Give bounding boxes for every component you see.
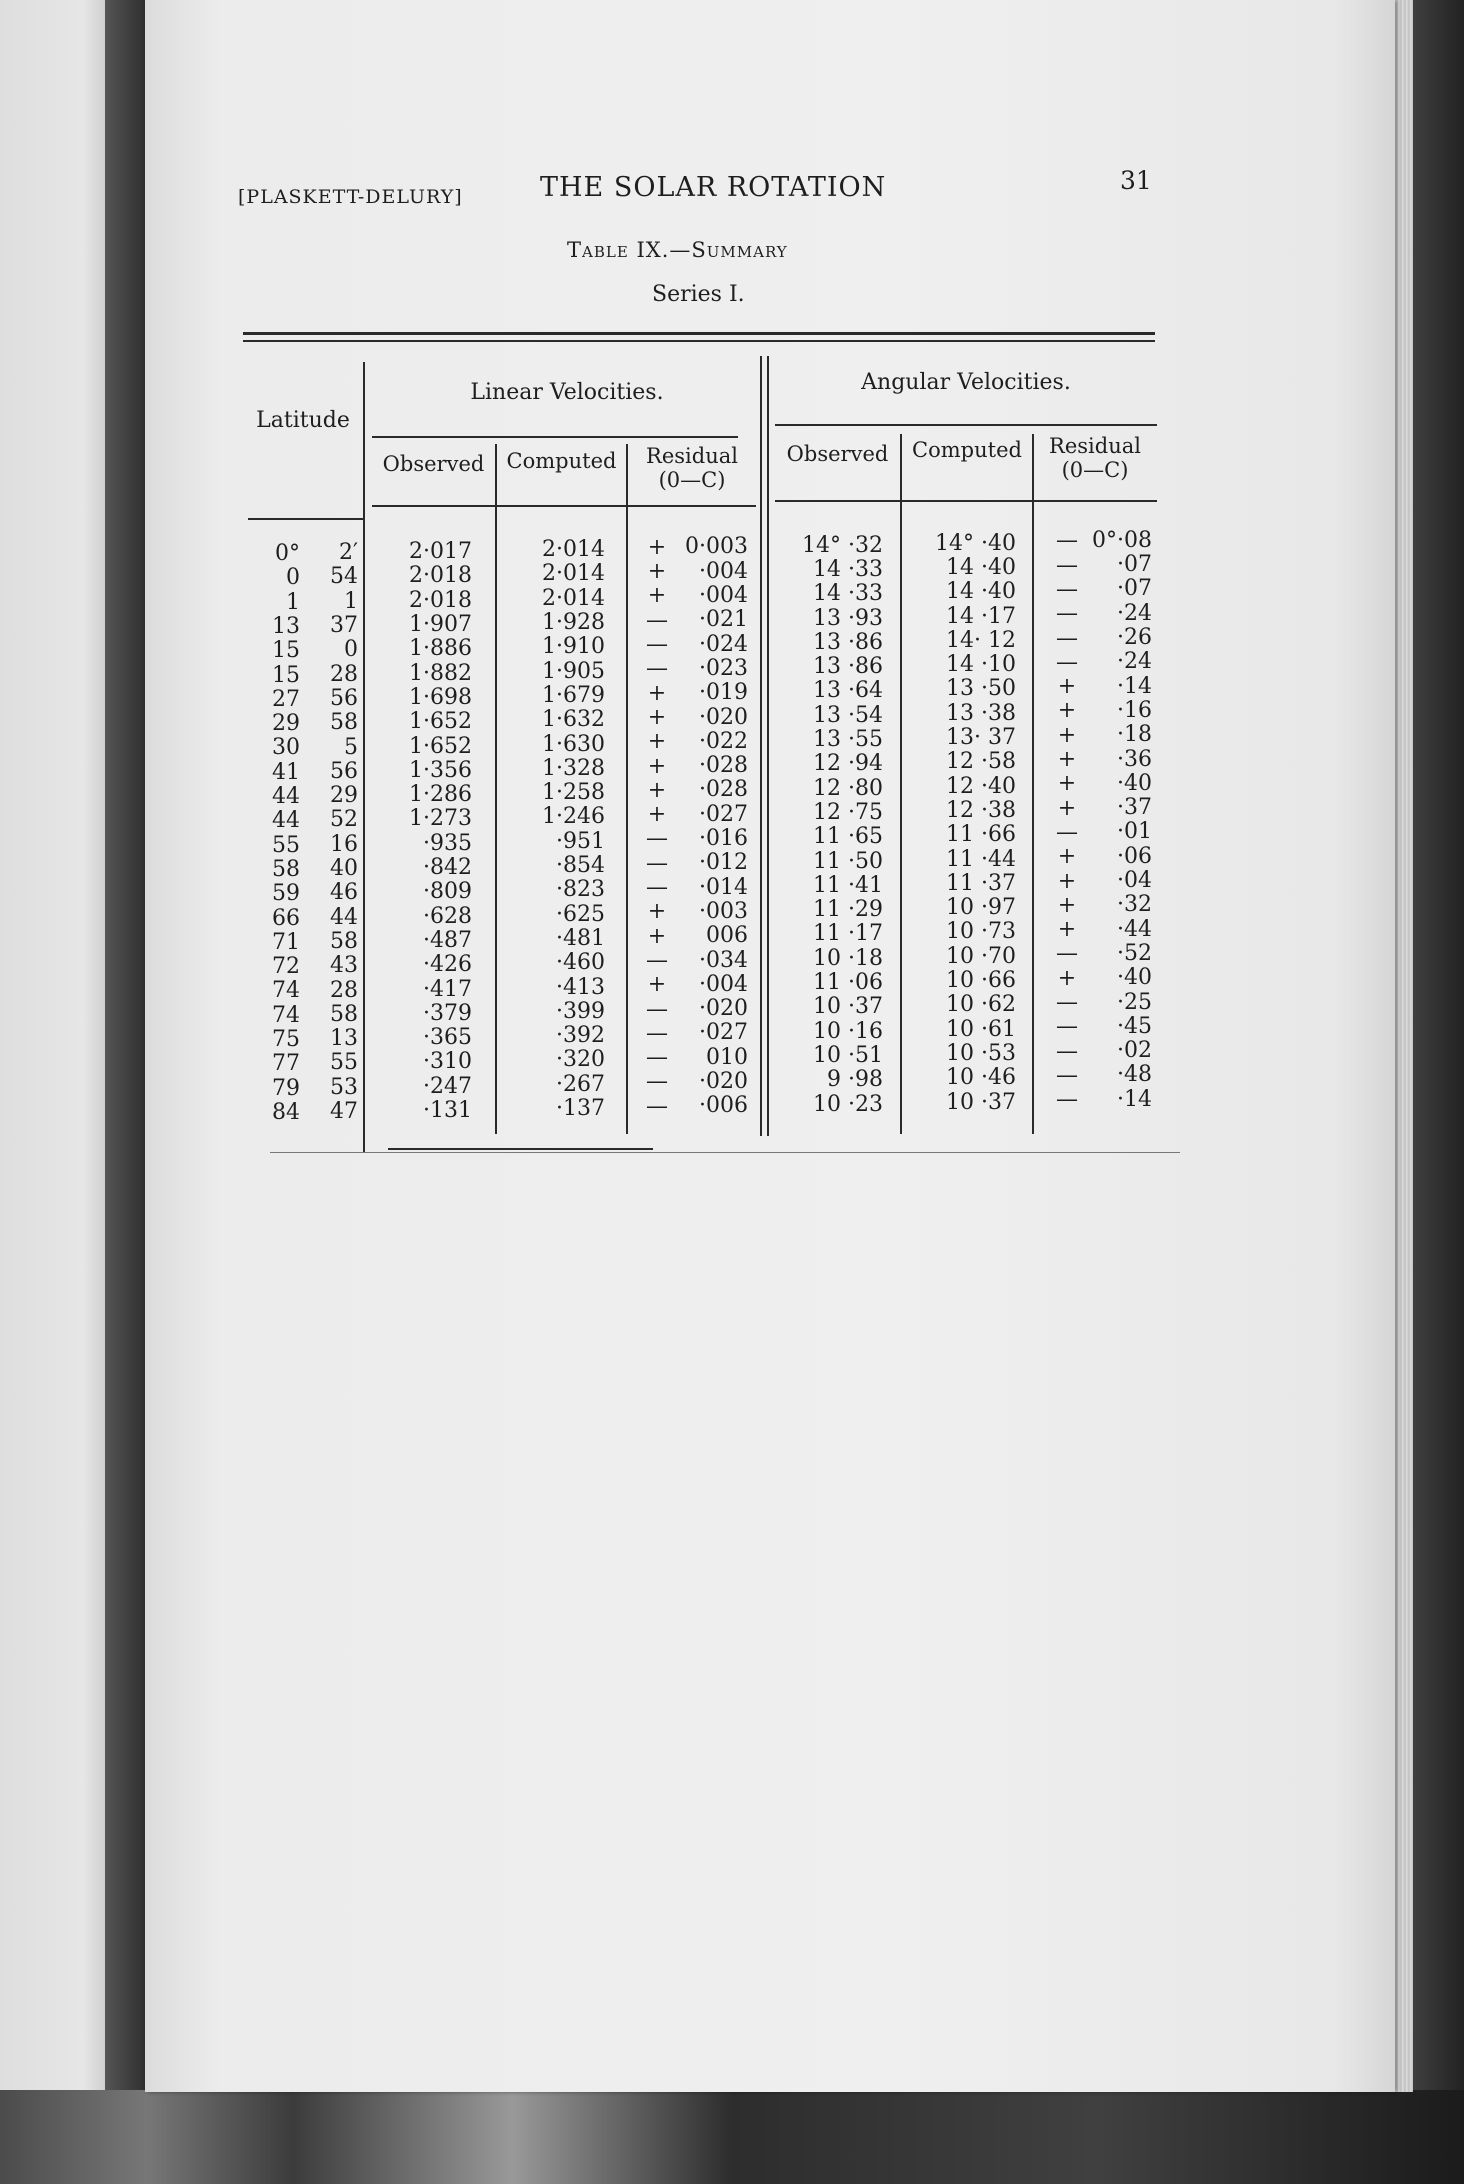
cell-linear-computed: 1·679 xyxy=(542,682,605,708)
cell-latitude-degrees: 79 xyxy=(272,1075,300,1101)
cell-angular-sign: + xyxy=(1057,965,1077,991)
cell-latitude-minutes: 0 xyxy=(344,637,358,663)
angular-header-underline xyxy=(775,500,1157,502)
cell-linear-residual: ·019 xyxy=(699,680,748,706)
bottom-rule-full xyxy=(270,1152,1180,1153)
running-head-title: THE SOLAR ROTATION xyxy=(540,172,887,203)
top-double-rule-inner xyxy=(243,340,1155,342)
cell-linear-residual: ·023 xyxy=(699,655,748,681)
cell-angular-sign: + xyxy=(1057,892,1077,918)
cell-latitude-degrees: 30 xyxy=(272,735,300,761)
cell-latitude-degrees: 0 xyxy=(286,565,300,591)
cell-angular-computed: 12 ·38 xyxy=(946,797,1016,823)
cell-linear-residual: ·020 xyxy=(699,704,748,730)
cell-latitude-minutes: 28 xyxy=(330,661,358,687)
cell-angular-residual: ·44 xyxy=(1117,916,1152,942)
cell-angular-residual: ·37 xyxy=(1117,795,1152,821)
cell-linear-computed: 1·905 xyxy=(542,658,605,684)
cell-angular-computed: 10 ·66 xyxy=(946,968,1016,993)
cell-linear-computed: ·481 xyxy=(556,925,605,951)
cell-angular-residual: ·26 xyxy=(1117,625,1152,651)
cell-latitude-minutes: 2′ xyxy=(339,540,358,566)
cell-angular-observed: 13 ·54 xyxy=(813,702,883,728)
cell-linear-sign: — xyxy=(646,1069,668,1095)
cell-angular-sign: — xyxy=(1056,1087,1078,1113)
cell-angular-computed: 10 ·53 xyxy=(946,1040,1016,1066)
cell-linear-computed: ·137 xyxy=(556,1096,605,1122)
cell-angular-sign: — xyxy=(1056,576,1078,602)
cell-linear-computed: ·392 xyxy=(556,1023,605,1049)
cell-angular-sign: + xyxy=(1057,795,1077,821)
cell-linear-observed: ·628 xyxy=(423,903,472,929)
cell-linear-sign: + xyxy=(647,923,667,949)
cell-linear-sign: + xyxy=(647,583,667,609)
cell-angular-residual: ·40 xyxy=(1117,965,1152,991)
cell-linear-observed: 1·907 xyxy=(409,612,472,638)
header-latitude: Latitude xyxy=(256,408,350,433)
cell-linear-residual: ·014 xyxy=(699,874,748,900)
cell-angular-computed: 10 ·70 xyxy=(946,943,1016,969)
cell-linear-computed: ·399 xyxy=(556,998,605,1024)
cell-linear-observed: 2·017 xyxy=(409,539,472,565)
cell-linear-sign: + xyxy=(647,680,667,706)
cell-angular-observed: 9 ·98 xyxy=(827,1067,883,1093)
cell-angular-computed: 11 ·66 xyxy=(946,822,1016,848)
cell-angular-residual: ·07 xyxy=(1117,552,1152,578)
cell-linear-sign: + xyxy=(647,534,667,560)
header-linear-residual: Residual xyxy=(646,444,738,468)
cell-angular-computed: 14 ·10 xyxy=(946,652,1016,678)
cell-linear-residual: ·028 xyxy=(699,777,748,803)
cell-angular-residual: ·36 xyxy=(1117,746,1152,772)
cell-latitude-minutes: 1 xyxy=(344,588,358,614)
cell-latitude-degrees: 0° xyxy=(275,541,300,566)
cell-linear-computed: ·413 xyxy=(556,974,605,1000)
cell-linear-computed: ·267 xyxy=(556,1071,605,1097)
cell-latitude-degrees: 55 xyxy=(272,832,300,858)
cell-angular-observed: 11 ·41 xyxy=(813,872,883,898)
cell-linear-residual: ·003 xyxy=(699,898,748,924)
cell-angular-residual: ·04 xyxy=(1117,868,1152,894)
cell-linear-observed: 2·018 xyxy=(409,563,472,589)
cell-linear-observed: 1·273 xyxy=(409,806,472,832)
cell-latitude-minutes: 13 xyxy=(330,1026,358,1052)
cell-latitude-minutes: 47 xyxy=(330,1099,358,1124)
cell-latitude-degrees: 13 xyxy=(272,613,300,639)
page-stack-edges xyxy=(1395,0,1413,2092)
cell-linear-sign: + xyxy=(647,802,667,828)
cell-latitude-degrees: 58 xyxy=(272,856,300,882)
header-angular-computed: Computed xyxy=(912,438,1022,462)
cell-angular-sign: + xyxy=(1057,917,1077,943)
cell-angular-sign: — xyxy=(1056,819,1078,845)
cell-angular-computed: 10 ·61 xyxy=(946,1016,1016,1042)
latitude-header-underline xyxy=(248,518,364,520)
cell-linear-sign: — xyxy=(646,1093,668,1119)
header-linear-observed: Observed xyxy=(382,452,485,476)
header-linear-velocities: Linear Velocities. xyxy=(470,380,664,405)
scanner-background-bottom xyxy=(0,2090,1464,2184)
cell-angular-computed: 11 ·37 xyxy=(946,870,1016,896)
linear-sub-divider-2 xyxy=(626,444,628,1134)
cell-latitude-degrees: 66 xyxy=(272,905,300,931)
header-angular-observed: Observed xyxy=(786,442,889,466)
cell-linear-observed: ·379 xyxy=(423,1000,472,1026)
cell-angular-residual: ·02 xyxy=(1117,1038,1152,1064)
cell-linear-sign: + xyxy=(647,777,667,803)
cell-linear-computed: 1·246 xyxy=(542,804,605,830)
cell-angular-computed: 10 ·62 xyxy=(946,992,1016,1018)
cell-linear-sign: — xyxy=(646,850,668,876)
cell-linear-sign: + xyxy=(647,729,667,755)
cell-latitude-degrees: 72 xyxy=(272,954,300,980)
cell-linear-observed: 1·286 xyxy=(409,782,472,808)
cell-linear-residual: ·004 xyxy=(699,971,748,997)
cell-angular-computed: 14· 12 xyxy=(946,627,1016,653)
page-number: 31 xyxy=(1120,166,1152,195)
cell-angular-observed: 13 ·93 xyxy=(813,605,883,631)
cell-angular-computed: 13· 37 xyxy=(946,725,1016,750)
cell-linear-computed: ·320 xyxy=(556,1047,605,1073)
cell-angular-residual: 0°·08 xyxy=(1092,527,1152,553)
cell-latitude-degrees: 1 xyxy=(286,589,300,615)
cell-linear-observed: 1·882 xyxy=(409,660,472,686)
cell-angular-residual: ·32 xyxy=(1117,892,1152,918)
cell-angular-computed: 14 ·40 xyxy=(946,579,1016,605)
cell-angular-sign: + xyxy=(1057,747,1077,773)
cell-linear-computed: ·823 xyxy=(556,877,605,903)
cell-latitude-minutes: 29 xyxy=(330,783,358,809)
cell-linear-observed: 1·698 xyxy=(409,684,472,710)
cell-angular-residual: ·07 xyxy=(1117,576,1152,602)
cell-angular-observed: 12 ·94 xyxy=(813,751,883,777)
cell-latitude-minutes: 44 xyxy=(330,904,358,930)
cell-angular-observed: 10 ·18 xyxy=(813,945,883,971)
cell-linear-sign: — xyxy=(646,826,668,852)
cell-latitude-minutes: 52 xyxy=(330,807,358,833)
cell-latitude-degrees: 71 xyxy=(272,929,300,955)
cell-angular-residual: ·01 xyxy=(1117,819,1152,845)
header-angular-residual: Residual xyxy=(1049,434,1141,458)
cell-linear-computed: 2·014 xyxy=(542,585,605,611)
cell-angular-observed: 14° ·32 xyxy=(802,532,883,558)
cell-linear-observed: ·487 xyxy=(423,927,472,953)
table-subtitle: Series I. xyxy=(652,282,745,307)
cell-latitude-degrees: 44 xyxy=(272,784,300,809)
cell-linear-observed: ·842 xyxy=(423,855,472,881)
cell-linear-observed: ·310 xyxy=(423,1049,472,1075)
cell-angular-observed: 13 ·64 xyxy=(813,678,883,704)
cell-linear-observed: 1·652 xyxy=(409,709,472,735)
cell-linear-computed: 1·928 xyxy=(542,610,605,636)
cell-angular-observed: 11 ·17 xyxy=(813,921,883,947)
cell-linear-observed: ·131 xyxy=(423,1098,472,1124)
cell-linear-sign: + xyxy=(647,559,667,585)
cell-angular-sign: + xyxy=(1057,722,1077,748)
angular-group-underline xyxy=(775,424,1157,426)
cell-linear-residual: ·020 xyxy=(699,1069,748,1095)
cell-linear-sign: — xyxy=(646,632,668,658)
cell-latitude-minutes: 46 xyxy=(330,880,358,906)
cell-angular-sign: — xyxy=(1056,552,1078,578)
cell-linear-computed: 2·014 xyxy=(542,537,605,563)
cell-angular-observed: 10 ·16 xyxy=(813,1018,883,1044)
cell-angular-computed: 14 ·17 xyxy=(946,603,1016,629)
cell-linear-computed: 1·630 xyxy=(542,731,605,757)
cell-linear-computed: ·854 xyxy=(556,853,605,879)
cell-linear-residual: ·021 xyxy=(699,607,748,633)
cell-latitude-minutes: 53 xyxy=(330,1074,358,1100)
latitude-divider xyxy=(363,362,365,1152)
cell-angular-computed: 10 ·97 xyxy=(946,895,1016,921)
cell-linear-residual: ·012 xyxy=(699,850,748,876)
linear-angular-divider-a xyxy=(760,356,762,1136)
cell-angular-sign: — xyxy=(1056,528,1078,554)
cell-angular-sign: — xyxy=(1056,649,1078,675)
cell-latitude-minutes: 56 xyxy=(330,758,358,784)
cell-linear-residual: ·016 xyxy=(699,826,748,852)
cell-linear-computed: 1·328 xyxy=(542,755,605,781)
cell-linear-observed: ·247 xyxy=(423,1073,472,1099)
cell-linear-residual: ·022 xyxy=(699,728,748,754)
cell-linear-residual: ·034 xyxy=(699,947,748,973)
cell-linear-computed: 1·258 xyxy=(542,780,605,806)
linear-angular-divider-b xyxy=(767,356,769,1136)
cell-latitude-minutes: 16 xyxy=(330,831,358,857)
cell-latitude-minutes: 28 xyxy=(330,977,358,1003)
cell-angular-observed: 14 ·33 xyxy=(813,556,883,582)
cell-linear-computed: 2·014 xyxy=(542,561,605,587)
cell-angular-residual: ·24 xyxy=(1117,649,1152,675)
cell-latitude-degrees: 15 xyxy=(272,638,300,664)
cell-angular-sign: — xyxy=(1056,941,1078,967)
cell-linear-observed: 2·018 xyxy=(409,587,472,613)
cell-angular-residual: ·14 xyxy=(1117,673,1152,699)
cell-angular-sign: — xyxy=(1056,625,1078,651)
cell-angular-observed: 12 ·75 xyxy=(813,799,883,825)
cell-angular-observed: 10 ·51 xyxy=(813,1042,883,1068)
cell-angular-computed: 10 ·46 xyxy=(946,1065,1016,1091)
cell-latitude-degrees: 41 xyxy=(272,759,300,785)
cell-angular-computed: 12 ·58 xyxy=(946,749,1016,775)
cell-angular-observed: 10 ·23 xyxy=(813,1091,883,1117)
cell-linear-computed: ·625 xyxy=(556,901,605,927)
cell-linear-observed: ·809 xyxy=(423,879,472,905)
cell-linear-sign: + xyxy=(647,899,667,925)
cell-angular-computed: 12 ·40 xyxy=(946,773,1016,799)
cell-angular-sign: — xyxy=(1056,990,1078,1016)
cell-latitude-minutes: 58 xyxy=(330,710,358,736)
cell-latitude-minutes: 5 xyxy=(344,734,358,760)
cell-angular-observed: 13 ·55 xyxy=(813,727,883,753)
cell-angular-residual: ·40 xyxy=(1117,770,1152,796)
cell-latitude-degrees: 77 xyxy=(272,1051,300,1077)
cell-angular-observed: 11 ·29 xyxy=(813,897,883,923)
cell-angular-sign: — xyxy=(1056,1038,1078,1064)
cell-linear-residual: 006 xyxy=(706,923,748,949)
running-head-authors: [PLASKETT-DELURY] xyxy=(238,186,463,208)
cell-angular-sign: + xyxy=(1057,698,1077,724)
cell-angular-residual: ·45 xyxy=(1117,1013,1152,1039)
cell-latitude-degrees: 29 xyxy=(272,711,300,737)
cell-linear-residual: ·020 xyxy=(699,996,748,1022)
cell-angular-observed: 12 ·80 xyxy=(813,775,883,801)
cell-angular-observed: 11 ·06 xyxy=(813,970,883,996)
cell-linear-computed: ·951 xyxy=(556,828,605,854)
cell-angular-sign: — xyxy=(1056,1062,1078,1088)
cell-angular-residual: ·18 xyxy=(1117,722,1152,748)
cell-angular-observed: 11 ·50 xyxy=(813,848,883,874)
cell-linear-sign: + xyxy=(647,972,667,998)
cell-angular-computed: 13 ·38 xyxy=(946,700,1016,726)
linear-sub-divider-1 xyxy=(495,444,497,1134)
cell-angular-computed: 13 ·50 xyxy=(946,676,1016,702)
cell-latitude-minutes: 40 xyxy=(330,856,358,881)
cell-latitude-degrees: 84 xyxy=(272,1099,300,1125)
cell-linear-residual: ·006 xyxy=(699,1093,748,1119)
cell-linear-residual: 010 xyxy=(706,1044,748,1070)
header-angular-velocities: Angular Velocities. xyxy=(861,370,1071,395)
cell-angular-sign: + xyxy=(1057,674,1077,700)
cell-linear-observed: ·417 xyxy=(423,976,472,1002)
cell-angular-sign: + xyxy=(1057,771,1077,797)
top-double-rule xyxy=(243,332,1155,335)
cell-angular-observed: 14 ·33 xyxy=(813,581,883,607)
cell-angular-observed: 13 ·86 xyxy=(813,654,883,680)
table-title: Table IX.—Summary xyxy=(567,238,788,262)
cell-angular-residual: ·14 xyxy=(1117,1086,1152,1112)
cell-angular-sign: + xyxy=(1057,844,1077,870)
cell-linear-computed: ·460 xyxy=(556,950,605,976)
cell-latitude-degrees: 59 xyxy=(272,881,300,907)
cell-angular-residual: ·52 xyxy=(1117,940,1152,966)
cell-linear-sign: — xyxy=(646,875,668,901)
cell-linear-residual: ·004 xyxy=(699,583,748,609)
cell-linear-residual: ·027 xyxy=(699,1020,748,1046)
cell-linear-observed: ·426 xyxy=(423,952,472,978)
cell-angular-residual: ·24 xyxy=(1117,600,1152,626)
cell-angular-computed: 14° ·40 xyxy=(935,530,1016,556)
cell-linear-residual: ·024 xyxy=(699,631,748,657)
cell-angular-sign: + xyxy=(1057,868,1077,894)
cell-angular-observed: 10 ·37 xyxy=(813,994,883,1020)
cell-linear-sign: — xyxy=(646,996,668,1022)
cell-linear-observed: 1·886 xyxy=(409,636,472,662)
cell-latitude-minutes: 55 xyxy=(330,1050,358,1076)
cell-linear-sign: — xyxy=(646,1020,668,1046)
cell-linear-computed: 1·910 xyxy=(542,634,605,660)
cell-linear-sign: — xyxy=(646,1045,668,1071)
angular-sub-divider-2 xyxy=(1032,434,1034,1134)
linear-group-underline xyxy=(372,436,738,438)
cell-linear-sign: + xyxy=(647,704,667,730)
cell-angular-residual: ·16 xyxy=(1117,697,1152,723)
cell-latitude-degrees: 44 xyxy=(272,808,300,834)
cell-linear-observed: ·365 xyxy=(423,1025,472,1051)
cell-linear-sign: — xyxy=(646,656,668,682)
cell-latitude-degrees: 15 xyxy=(272,662,300,688)
cell-latitude-minutes: 54 xyxy=(330,564,358,590)
angular-sub-divider-1 xyxy=(900,434,902,1134)
cell-angular-sign: — xyxy=(1056,1014,1078,1040)
cell-linear-residual: 0·003 xyxy=(685,534,748,560)
cell-angular-residual: ·06 xyxy=(1117,843,1152,869)
cell-latitude-degrees: 74 xyxy=(272,978,300,1004)
cell-angular-computed: 11 ·44 xyxy=(946,846,1016,872)
cell-angular-residual: ·48 xyxy=(1117,1062,1152,1088)
previous-page-edge xyxy=(0,0,105,2184)
cell-angular-computed: 10 ·37 xyxy=(946,1089,1016,1115)
cell-angular-computed: 14 ·40 xyxy=(946,554,1016,580)
cell-latitude-minutes: 37 xyxy=(330,613,358,638)
header-linear-computed: Computed xyxy=(506,449,617,473)
cell-linear-residual: ·028 xyxy=(699,753,748,779)
cell-latitude-degrees: 27 xyxy=(272,686,300,712)
cell-linear-observed: 1·652 xyxy=(409,733,472,759)
header-angular-residual-sub: (0—C) xyxy=(1061,458,1129,482)
cell-linear-residual: ·004 xyxy=(699,558,748,584)
cell-latitude-minutes: 58 xyxy=(330,1001,358,1027)
cell-linear-residual: ·027 xyxy=(699,801,748,827)
cell-angular-sign: — xyxy=(1056,601,1078,627)
header-linear-residual-sub: (0—C) xyxy=(658,468,726,492)
cell-linear-sign: + xyxy=(647,753,667,779)
bottom-rule-linear xyxy=(388,1148,653,1150)
cell-linear-sign: — xyxy=(646,947,668,973)
cell-angular-residual: ·25 xyxy=(1117,989,1152,1015)
cell-latitude-minutes: 58 xyxy=(330,928,358,954)
cell-linear-sign: — xyxy=(646,607,668,633)
cell-latitude-minutes: 43 xyxy=(330,953,358,979)
cell-latitude-degrees: 75 xyxy=(272,1027,300,1052)
cell-angular-observed: 13 ·86 xyxy=(813,629,883,655)
linear-header-underline xyxy=(372,505,756,507)
cell-linear-observed: ·935 xyxy=(423,830,472,856)
cell-latitude-degrees: 74 xyxy=(272,1002,300,1028)
cell-angular-computed: 10 ·73 xyxy=(946,919,1016,945)
cell-linear-observed: 1·356 xyxy=(409,757,472,783)
cell-angular-observed: 11 ·65 xyxy=(813,824,883,850)
cell-latitude-minutes: 56 xyxy=(330,685,358,711)
cell-linear-computed: 1·632 xyxy=(542,707,605,733)
